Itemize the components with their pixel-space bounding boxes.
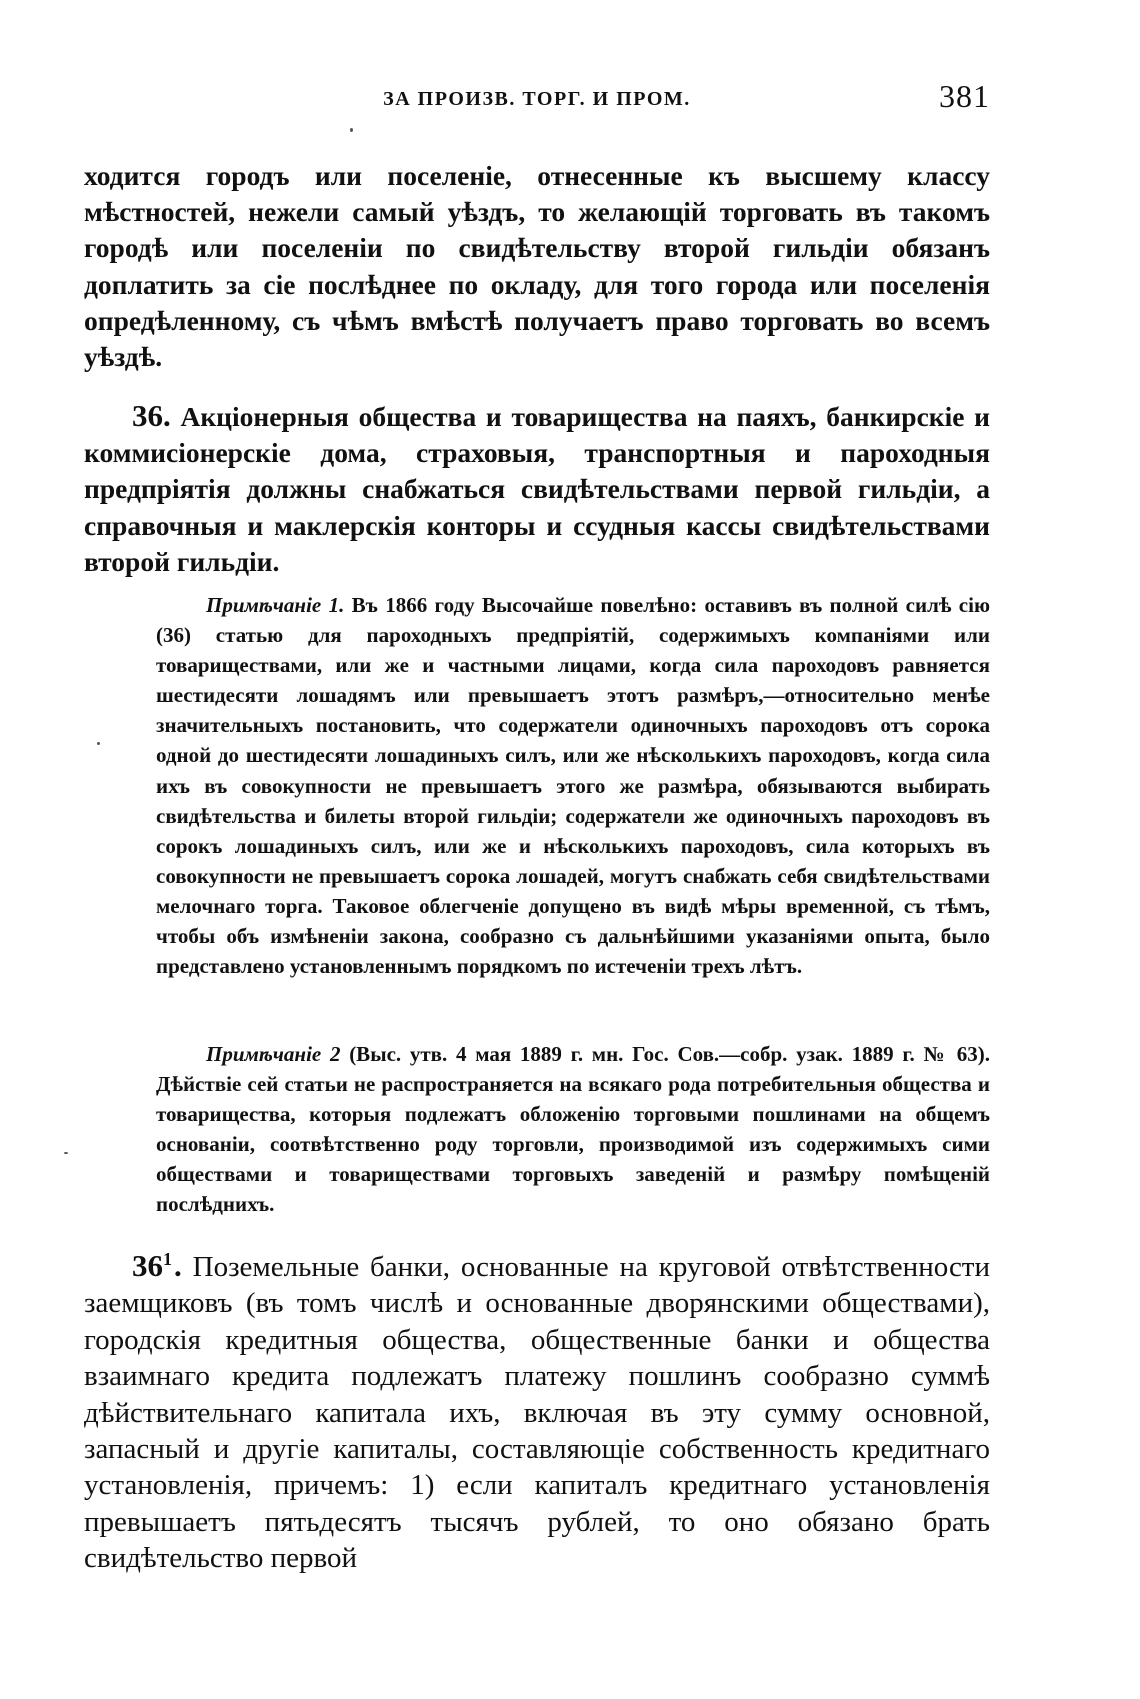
note-1-text: Въ 1866 году Высочайше повелѣно: оставивъ въ полной силѣ сію (36) статью для пароходныхъ предпріятій, содержимыхъ компаніями или товариществами, или же и частными лицами, когда сила пароходовъ равняется шестидесяти лошадямъ или превышаетъ этотъ размѣръ,—относительно менѣе значительныхъ постановить, что содержатели одиночныхъ пароходовъ отъ сорока одной до шестидесяти лошадиныхъ силъ, или же нѣсколькихъ пароходовъ, когда сила ихъ въ совокупности не превышаетъ этого же размѣра, обязываются выбирать свидѣтельства и билеты второй гильдіи; содержатели же одиночныхъ пароходовъ въ сорокъ лошадиныхъ силъ, или же и нѣсколькихъ пароходовъ, сила которыхъ въ совокупности не превышаетъ сорока лошадей, могутъ снабжать себя свидѣтельствами мелочнаго торга. Таковое облегченіе допущено въ видѣ мѣры временной, съ тѣмъ, чтобы объ измѣненіи закона, сообразно съ дальнѣйшими указаніями опыта, было представлено установленнымъ порядкомъ по истеченіи трехъ лѣтъ.	[156, 593, 991, 979]
article-36-1-superscript: 1	[163, 1249, 172, 1269]
article-36-number: 36.	[132, 398, 171, 433]
print-speck	[350, 128, 353, 132]
article-36-text: Акціонерныя общества и товарищества на паяхъ, банкирскіе и коммисіонерскіе дома, страховыя, транспортныя и пароходныя предпріятія должны снабжаться свидѣтельствами первой гильдіи, а справочныя и маклерскія конторы и ссудныя кассы свидѣтельствами второй гильдіи.	[84, 401, 991, 577]
article-36	[84, 398, 990, 580]
article-36-1-number: 36	[132, 1248, 163, 1283]
note-2-label: Примѣчаніе 2	[206, 1042, 341, 1066]
note-1-label: Примѣчаніе 1.	[206, 593, 345, 617]
print-speck	[64, 1152, 68, 1154]
note-1	[156, 590, 990, 981]
note-2-text: (Выс. утв. 4 мая 1889 г. мн. Гос. Сов.—собр. узак. 1889 г. № 63). Дѣйствіе сей статьи не распространяется на всякаго рода потребительныя общества и товарищества, которыя подлежатъ обложенію торговыми пошлинами на общемъ основаніи, соотвѣтственно роду торговли, производимой изъ содержимыхъ сими обществами и товариществами торговыхъ заведеній и размѣру помѣщеній послѣднихъ.	[156, 1042, 991, 1217]
running-head: ЗА ПРОИЗВ. ТОРГ. И ПРОМ.	[383, 88, 691, 110]
article-36-1-text: Поземельные банки, основанные на круговой отвѣтственности заемщиковъ (въ томъ числѣ и основанные дворянскими обществами), городскія кредитныя общества, общественные банки и общества взаимнаго кредита подлежатъ платежу пошлинъ сообразно суммѣ дѣйствительнаго капитала ихъ, включая въ эту сумму основной, запасный и другіе капиталы, составляющіе собственность кредитнаго установленія, причемъ: 1) если капиталъ кредитнаго установленія превышаетъ пятьдесятъ тысячъ рублей, то оно обязано брать свидѣтельство первой	[84, 1251, 991, 1575]
page-header	[84, 78, 990, 118]
continuation-paragraph: ходится городъ или поселеніе, отнесенные къ высшему классу мѣстностей, нежели самый уѣздъ, то желающій торговать въ такомъ городѣ или поселеніи по свидѣтельству второй гильдіи обязанъ доплатить за сіе послѣднее по окладу, для того города или поселенія опредѣленному, съ чѣмъ вмѣстѣ получаетъ право торговать во всемъ уѣздѣ.	[84, 160, 990, 373]
page-number: 381	[939, 78, 990, 114]
note-2	[156, 1039, 990, 1220]
print-speck	[97, 742, 100, 745]
article-36-1-suffix: .	[174, 1248, 182, 1283]
article-36-1	[84, 1241, 990, 1577]
